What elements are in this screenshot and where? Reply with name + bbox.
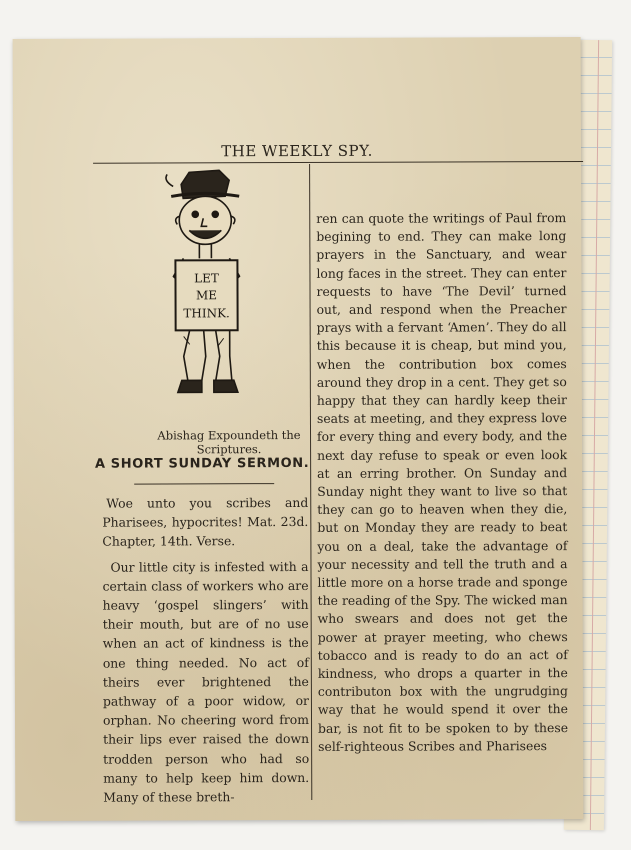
- illustration-caption: Abishag Expoundeth the Scriptures.: [157, 427, 301, 457]
- title-rule: [134, 483, 274, 484]
- sign-line-3: THINK.: [183, 306, 230, 321]
- masthead-rule: [93, 161, 583, 164]
- article-paragraph-left: Our little city is infested with a certain class of workers who are heavy ‘gospel slingers’ with their mouth, but are of no use when an act of kindness is the one thing needed. No act of theirs ever brightened the pathway of a poor widow, or orphan. No cheering word from their lips ever raised the down trodden person who had so many to help keep him down. Many of these breth-: [102, 558, 310, 805]
- cartoon-illustration: [153, 166, 264, 426]
- masthead: THE WEEKLY SPY.: [221, 141, 373, 161]
- column-divider: [309, 164, 312, 800]
- left-column: [102, 493, 309, 807]
- right-column: [316, 209, 568, 756]
- ruled-margin-line: [590, 40, 599, 830]
- article-title: A SHORT SUNDAY SERMON.: [94, 455, 310, 472]
- scripture-quote: Woe unto you scribes and Pharisees, hypocrites! Mat. 23d. Chapter, 14th. Verse.: [102, 494, 309, 550]
- article-paragraph-right: ren can quote the writings of Paul from begining to end. They can make long prayers in the Sanctuary, and wear long faces in the street. They can enter requests to have ‘The Devil’ turned out, and respond when the Preacher prays with a fervant ‘Amen’. They do all this because it is cheap, but mind you, when the contribution box comes around they drop in a cent. They get so happy that they can hardly keep their seats at meeting, and they express love for every thing and every body, and the next day refuse to speak or even look at an erring brother. On Sunday and Sunday night they want to live so that they can go to heaven when they die, but on Monday they are ready to beat you on a deal, take the advantage of your necessity and tell the truth and a little more on a horse trade and sponge the reading of the Spy. The wicked man who swears and does not get the power at prayer meeting, who chews tobacco and is ready to do an act of kindness, who drops a quarter in the contributon box with the ungrudging way that he would spend it over the bar, is not fit to be spoken to by these self-righteous Scribes and Pharisees: [316, 210, 569, 754]
- newspaper-clipping: [13, 37, 584, 821]
- sign-line-1: LET: [194, 271, 219, 286]
- sign-line-2: ME: [195, 288, 218, 303]
